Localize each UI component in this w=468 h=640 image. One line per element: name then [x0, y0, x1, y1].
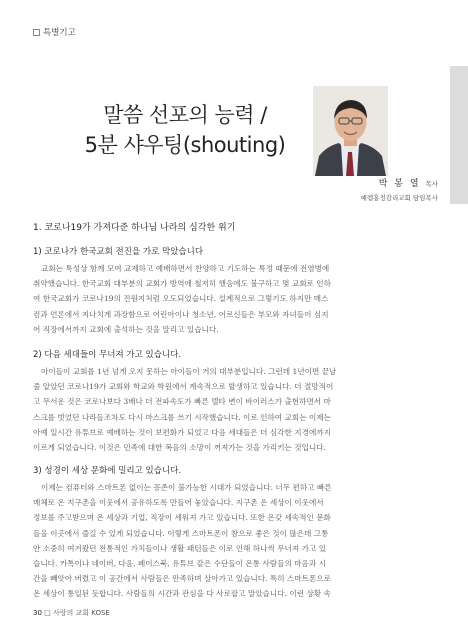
paragraph-line: 아이들이 교회를 1년 넘게 오지 못하는 아이들이 거의 대부분입니다. 그런데 1년이면 끝날	[41, 367, 337, 376]
paragraph-line: 여 한국교회가 코로나19의 진원지처럼 오도되었습니다. 설계적으로 그렇기도 하지만 매스	[33, 294, 329, 304]
author-church: 예렘홍정감리교회 담임목사	[360, 194, 438, 202]
publication-name: 사랑의 교회 KOSE	[53, 609, 110, 617]
paragraph-line: 안 소중히 여겨왔던 전통적인 가치들이나 생활 패턴들은 이로 인해 하나씩 무너져 가고 있	[33, 543, 327, 553]
section-1-subheading: 1) 코로나가 한국교회 전진을 가로 막았습니다	[33, 247, 204, 257]
section-2-paragraph	[33, 364, 436, 455]
paragraph-line: 취약했습니다. 한국교회 대부분의 교회가 방역에 철저히 했음에도 불구하고 몇 교회로 인하	[33, 279, 331, 289]
paragraph-line: 들을 이곳에서 즐길 수 있게 되었습니다. 이렇게 스마트폰이 참으로 좋은 것이 많은데 그통	[33, 528, 329, 538]
section-1	[33, 246, 436, 337]
paragraph-line: 이르게 되었습니다. 이것은 민족에 대한 복음의 소망이 꺼져가는 것을 가리키는 것입니다.	[33, 443, 327, 453]
paragraph-line: 아예 일시간 유튜브로 예배하는 것이 보편화가 되었고 다음 세대들은 더 심각한 지경에까지	[33, 427, 331, 437]
author-role: 목사	[425, 180, 438, 188]
author-name: 박 봉 열	[378, 179, 421, 189]
paragraph-line: 줄 알았던 코로나19가 교회와 학교와 학원에서 계속적으로 발생하고 있습니다. 더 절망적이	[33, 382, 334, 392]
section-3	[33, 465, 436, 602]
paragraph-line: 간을 빼앗아 버렸고 이 공간에서 사람들은 만족하며 살아가고 있습니다. 특히 스마트폰으로	[33, 574, 331, 584]
paragraph-line: 컴과 언론에서 지나치게 과장함으로 어린아이나 청소년, 어르신들은 부모와 자녀들이 심지	[33, 309, 329, 319]
main-heading: 1. 코로나19가 가져다준 하나님 나라의 심각한 위기	[33, 223, 236, 233]
section-3-paragraph	[33, 480, 436, 602]
footer-separator: □	[44, 609, 51, 617]
paragraph-line: 습니다. 카톡이나 네이버, 다음, 페이스북, 유튜브 같은 수단들이 온통 사람들의 마음과 시	[33, 559, 326, 569]
section-label-text: 특별기고	[43, 28, 76, 38]
paragraph-line: 이제는 컴퓨터와 스마트폰 없이는 꽁존이 불가능한 시대가 되었습니다. 너무 편하고 빠른	[41, 483, 332, 492]
page-number: 30	[33, 609, 42, 617]
paragraph-line: 교회는 특성상 함께 모여 교제하고 예배하면서 찬양하고 기도하는 특정 때문에 전염병에	[41, 264, 330, 273]
paragraph-line: 어 직장에서까지 교회에 출석하는 것을 말리고 있습니다.	[33, 324, 219, 334]
section-2-subheading: 2) 다음 세대들이 무너져 가고 있습니다.	[33, 350, 182, 360]
square-bullet-icon	[33, 29, 40, 36]
paragraph-line: 정보를 주고받으며 온 세상과 기업, 직장이 세워져 가고 있습니다. 또한 온갖 세속적인 문화	[33, 513, 331, 523]
author-info	[288, 176, 438, 202]
title-line-1: 말씀 선포의 능력 /	[103, 103, 267, 127]
section-2	[33, 349, 436, 455]
section-1-paragraph	[33, 261, 436, 337]
paragraph-line: 고 무서운 것은 코로나보다 3배나 더 전파속도가 빠른 델타 변이 바이러스가 출현하면서 마	[33, 397, 331, 407]
article-title	[60, 100, 310, 160]
author-photo	[313, 86, 388, 176]
paragraph-line: 스크를 벗었던 나라들조차도 다시 마스크를 쓰기 시작했습니다. 이로 인하여 교회는 이제는	[33, 412, 331, 422]
author-portrait-image	[313, 86, 388, 176]
author-name-line	[288, 176, 438, 189]
title-line-2: 5분 샤우팅(shouting)	[84, 133, 286, 157]
section-3-subheading: 3) 성경이 세상 문화에 밀리고 있습니다.	[33, 466, 182, 476]
section-label	[33, 26, 76, 38]
paragraph-line: 매체로 온 지구촌을 이웃에서 공유하도록 만들어 놓았습니다. 지구촌 온 세상이 이웃에서	[33, 498, 324, 508]
paragraph-line: 온 세상이 통일된 듯합니다. 사람들의 시간과 관심을 다 사로잡고 말았습니다. 이런 상황 속	[33, 589, 331, 599]
side-decoration-bar	[450, 66, 468, 204]
page-footer	[33, 608, 110, 618]
